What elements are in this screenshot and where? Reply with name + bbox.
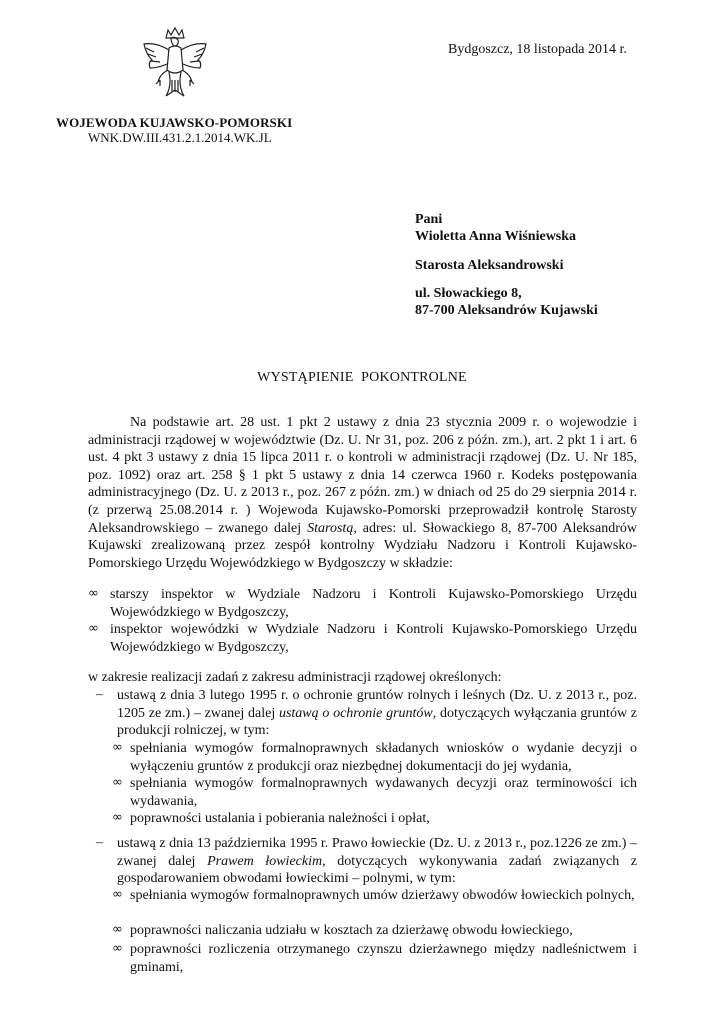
bullet-symbol: ∞ [88, 586, 99, 601]
act-hunting-law: ustawą z dnia 13 października 1995 r. Prawo łowieckie (Dz. U. z 2013 r., poz.1226 ze zm.) – zwanej dalej Prawem łowieckim, dotyczących wykonywania zadań związanych z gospodarowaniem obwodami łowieckimi – polnymi, w tym: [117, 836, 638, 887]
bullet-symbol: ∞ [112, 740, 123, 755]
bullet-symbol: ∞ [112, 775, 123, 790]
polish-eagle-emblem-icon [138, 24, 212, 104]
team-member: inspektor wojewódzki w Wydziale Nadzoru i Kontroli Kujawsko-Pomorskiego Urzędu Wojewódzkiego w Bydgoszczy, [110, 622, 637, 655]
document-date: Bydgoszcz, 18 listopada 2014 r. [448, 42, 627, 57]
recipient-street: ul. Słowackiego 8, [415, 286, 522, 301]
team-member: starszy inspektor w Wydziale Nadzoru i Kontroli Kujawsko-Pomorskiego Urzędu Wojewódzkiego w Bydgoszczy, [110, 587, 637, 620]
scope-item: spełniania wymogów formalnoprawnych wydawanych decyzji oraz terminowości ich wydawania, [130, 776, 637, 809]
bullet-symbol: ∞ [88, 621, 99, 636]
scope-item: spełniania wymogów formalnoprawnych składanych wniosków o wydanie decyzji o wyłączeniu gruntów z produkcji oraz niezbędnej dokumentacji do jej wydania, [130, 741, 637, 774]
dash-symbol: – [96, 835, 103, 850]
dash-symbol: – [96, 687, 103, 702]
recipient-position: Starosta Aleksandrowski [415, 258, 564, 273]
recipient-salutation: Pani [415, 212, 443, 227]
scope-item: poprawności naliczania udziału w kosztach za dzierżawę obwodu łowieckiego, [130, 923, 573, 938]
bullet-symbol: ∞ [112, 887, 123, 902]
recipient-name: Wioletta Anna Wiśniewska [415, 229, 577, 244]
bullet-symbol: ∞ [112, 922, 123, 937]
document-title: WYSTĄPIENIE POKONTROLNE [257, 370, 467, 385]
scope-item: poprawności rozliczenia otrzymanego czynszu dzierżawnego między nadleśnictwem i gminami, [130, 942, 637, 975]
reference-number: WNK.DW.III.431.2.1.2014.WK.JL [88, 130, 272, 145]
bullet-symbol: ∞ [112, 941, 123, 956]
intro-paragraph: Na podstawie art. 28 ust. 1 pkt 2 ustawy z dnia 23 stycznia 2009 r. o wojewodzie i administracji rządowej w województwie (Dz. U. Nr 31, poz. 206 z późn. zm.), art. 2 pkt 1 i art. 6 ust. 4 pkt 3 ustawy z dnia 15 lipca 2011 r. o kontroli w administracji rządowej (Dz. U. Nr 185, poz. 1092) oraz art. 258 § 1 pkt 5 ustawy z dnia 14 czerwca 1960 r. Kodeks postępowania administracyjnego (Dz. U. z 2013 r., poz. 267 z późn. zm.) w dniach od 25 do 29 sierpnia 2014 r. (z przerwą 25.08.2014 r. ) Wojewoda Kujawsko-Pomorski przeprowadził kontrolę Starosty Aleksandrowskiego – zwanego dalej Starostą, adres: ul. Słowackiego 8, 87-700 Aleksandrów Kujawski zrealizowaną przez zespół kontrolny Wydziału Nadzoru i Kontroli Kujawsko-Pomorskiego Urzędu Wojewódzkiego w Bydgoszczy w składzie: [88, 415, 637, 571]
scope-item: poprawności ustalania i pobierania należności i opłat, [130, 811, 430, 826]
recipient-city: 87-700 Aleksandrów Kujawski [415, 303, 598, 318]
scope-item: spełniania wymogów formalnoprawnych umów dzierżawy obwodów łowieckich polnych, [130, 888, 635, 903]
bullet-symbol: ∞ [112, 810, 123, 825]
scope-intro: w zakresie realizacji zadań z zakresu administracji rządowej określonych: [88, 670, 502, 685]
issuing-office: WOJEWODA KUJAWSKO-POMORSKI [56, 115, 293, 130]
act-land-protection: ustawą z dnia 3 lutego 1995 r. o ochronie gruntów rolnych i leśnych (Dz. U. z 2013 r., poz. 1205 ze zm.) – zwanej dalej ustawą o ochronie gruntów, dotyczących wyłączania gruntów z produkcji rolniczej, w tym: [117, 688, 637, 739]
